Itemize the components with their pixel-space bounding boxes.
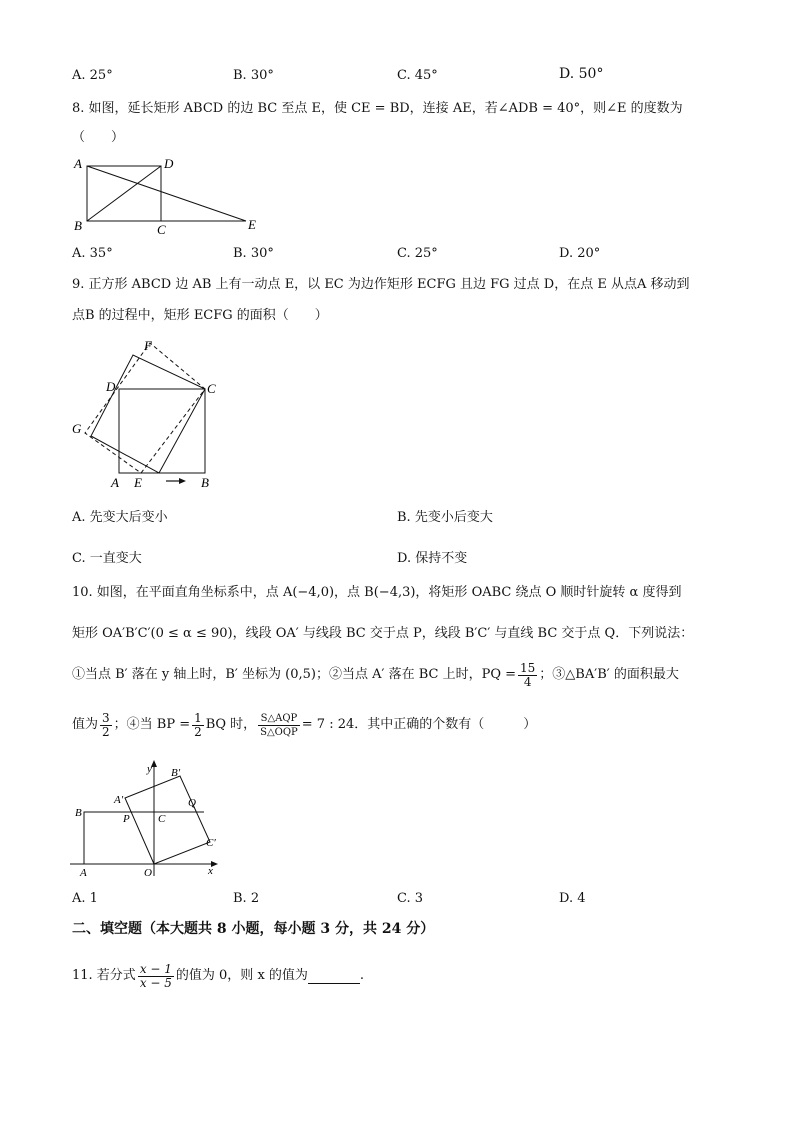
q9-label-d: D xyxy=(106,379,116,394)
q8-label-e: E xyxy=(248,217,256,232)
q10-fraction-half-den: 2 xyxy=(194,724,202,739)
q8-diagonal-bd xyxy=(87,166,161,221)
q10-fraction-max-area-num: 3 xyxy=(102,710,110,725)
q11-fraction xyxy=(138,963,174,990)
q11-question xyxy=(72,957,364,995)
q10-figure xyxy=(68,756,228,880)
q7-option-b: B. 30° xyxy=(233,68,274,83)
q11-text-end: . xyxy=(359,968,365,983)
q9-option-d: D. 保持不变 xyxy=(397,551,468,566)
q10-fraction-half xyxy=(192,712,204,739)
q8-label-d: D xyxy=(164,156,174,171)
q10-fraction-max-area-den: 2 xyxy=(102,724,110,739)
q10-fraction-pq-den: 4 xyxy=(523,674,532,689)
q9-arrow-head-icon xyxy=(179,478,186,484)
q8-label-a: A xyxy=(74,156,82,171)
q9-question-line1: 9. 正方形 ABCD 边 AB 上有一动点 E，以 EC 为边作矩形 ECFG 且边 FG 过点 D，在点 E 从点A 移动到 xyxy=(72,277,690,292)
q8-option-d: D. 20° xyxy=(559,246,601,261)
section-2-heading: 二、填空题（本大题共 8 小题，每小题 3 分，共 24 分） xyxy=(72,921,435,937)
q9-label-e: E xyxy=(134,475,142,490)
q10-label-x: x xyxy=(208,865,213,877)
q8-option-b: B. 30° xyxy=(233,246,274,261)
q8-option-a: A. 35° xyxy=(72,246,113,261)
q8-figure xyxy=(70,152,270,236)
q10-label-b-prime: B′ xyxy=(171,767,181,779)
q11-answer-blank[interactable] xyxy=(308,969,360,984)
q10-fraction-area-ratio-den: S△OQP xyxy=(260,726,298,738)
q9-dashed-rectangle xyxy=(85,343,205,473)
q10-option-a: A. 1 xyxy=(72,891,98,906)
q10-question-line3 xyxy=(72,658,679,692)
q11-fraction-den: x − 5 xyxy=(139,975,172,990)
q10-y-axis-arrow-icon xyxy=(151,760,157,767)
q10-fraction-half-num: 1 xyxy=(194,710,202,725)
q10-question-line1: 10. 如图，在平面直角坐标系中，点 A(−4,0)，点 B(−4,3)，将矩形 OABC 绕点 O 顺时针旋转 α 度得到 xyxy=(72,585,682,600)
q9-option-a: A. 先变大后变小 xyxy=(72,510,168,525)
q9-square-abcd xyxy=(119,389,205,473)
q11-text-pre: 11. 若分式 xyxy=(72,968,136,983)
q10-fraction-area-ratio xyxy=(258,712,300,739)
q9-label-c: C xyxy=(207,381,216,396)
q8-label-b: B xyxy=(74,218,82,233)
q9-figure xyxy=(68,335,228,495)
q11-text-post: 的值为 0，则 x 的值为 xyxy=(175,968,308,983)
q9-label-a: A xyxy=(111,475,119,490)
q10-option-d: D. 4 xyxy=(559,891,586,906)
q10-label-c: C xyxy=(158,813,166,825)
q10-label-a: A xyxy=(80,867,87,879)
q10-rectangle-oabc xyxy=(84,812,154,864)
q10-fraction-pq xyxy=(518,662,537,689)
q9-option-c: C. 一直变大 xyxy=(72,551,142,566)
q10-option-c: C. 3 xyxy=(397,891,424,906)
q11-fraction-num: x − 1 xyxy=(139,961,172,976)
q10-fraction-area-ratio-num: S△AQP xyxy=(258,712,300,726)
q10-fraction-pq-num: 15 xyxy=(520,660,536,675)
q8-question-line2: （ ） xyxy=(72,130,125,145)
q10-line4-text-a: 值为 xyxy=(72,717,99,732)
q10-label-a-prime: A′ xyxy=(114,794,124,806)
q10-line4-text-d: = 7 : 24．其中正确的个数有（ ） xyxy=(301,717,537,732)
q10-label-q: Q xyxy=(188,797,196,809)
q10-option-b: B. 2 xyxy=(233,891,260,906)
q10-line3-text-a: ①当点 B′ 落在 y 轴上时，B′ 坐标为 (0,5)；②当点 A′ 落在 BC 上时，PQ = xyxy=(72,667,517,682)
q7-option-c: C. 45° xyxy=(397,68,438,83)
q9-label-g: G xyxy=(72,421,82,436)
q10-label-c-prime: C′ xyxy=(206,837,216,849)
q10-question-line4 xyxy=(72,708,536,742)
q10-line3-text-b: ；③△BA′B′ 的面积最大 xyxy=(539,667,679,682)
q8-label-c: C xyxy=(157,222,166,236)
q9-label-b: B xyxy=(201,475,209,490)
q8-segment-ae xyxy=(87,166,246,221)
q10-label-y: y xyxy=(147,763,152,775)
q10-question-line2: 矩形 OA′B′C′(0 ≤ α ≤ 90)，线段 OA′ 与线段 BC 交于点 P，线段 B′C′ 与直线 BC 交于点 Q．下列说法： xyxy=(72,626,694,641)
q10-label-b: B xyxy=(75,807,82,819)
q8-option-c: C. 25° xyxy=(397,246,438,261)
q9-rectangle-ecfg xyxy=(91,355,205,473)
q10-line4-text-b: ；④当 BP = xyxy=(113,717,191,732)
q7-option-d: D. 50° xyxy=(559,66,604,82)
q9-label-f: F xyxy=(144,338,152,353)
q7-option-a: A. 25° xyxy=(72,68,113,83)
q10-line4-text-c: BQ 时， xyxy=(205,717,257,732)
q9-option-b: B. 先变小后变大 xyxy=(397,510,493,525)
q9-question-line2: 点B 的过程中，矩形 ECFG 的面积（ ） xyxy=(72,308,328,323)
q10-fraction-max-area xyxy=(100,712,112,739)
q10-rectangle-oa1b1c1 xyxy=(125,776,210,864)
q10-label-p: P xyxy=(123,813,130,825)
q10-label-o: O xyxy=(144,867,152,879)
q8-question-line1: 8. 如图，延长矩形 ABCD 的边 BC 至点 E，使 CE = BD，连接 AE，若∠ADB = 40°，则∠E 的度数为 xyxy=(72,101,683,116)
